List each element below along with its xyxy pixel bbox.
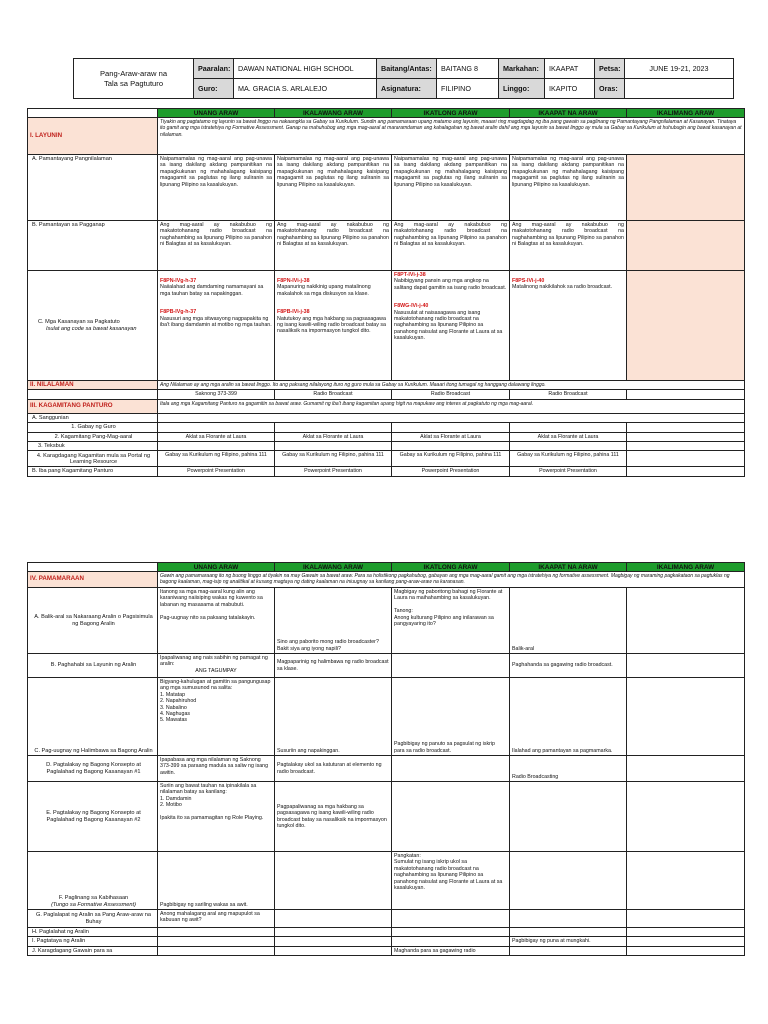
paghahabi-day2: Magpaparinig ng halimbawa ng radio broadcast sa klase. [275,654,392,678]
row-label-konsepto-1: D. Pagtalakay ng Bagong Konsepto at Paglalahad ng Bagong Kasanayan #1 [28,756,158,782]
kasanayan-day2 [275,271,392,381]
gabay-day1 [158,423,275,432]
pag-uugnay-day1: Bigyang-kahulugan at gamitin sa pangungusap ang mga sumusunod na salita: 1. Matatap 2. Napahiruhod 3. Nabalino 4. Naghugas 5. Mawatas [158,678,275,756]
linggo-label: Linggo: [499,79,545,99]
row-label-paglalahat: H. Paglalahat ng Aralin [28,928,158,937]
portal-day2: Gabay sa Kurikulum ng Filipino, pahina 111 [275,451,392,467]
row-label-gabay: 1. Gabay ng Guro [28,423,158,432]
kag-day1: Aklat sa Florante at Laura [158,432,275,441]
pagtataya-day4: Pagbibigay ng puna at mungkahi. [510,937,627,946]
nilalaman-day3: Radio Broadcast [392,390,510,399]
paaralan-value: DAWAN NATIONAL HIGH SCHOOL [234,59,377,79]
gabay-day5 [627,423,745,432]
kabihasaan-day2 [275,852,392,910]
teksbuk-day2 [275,442,392,451]
kagamitan-note: Itala ang mga Kagamitang Panturo na gagamitin sa bawat araw. Gumamit ng iba't ibang kagamitan upang higit na mapukaw ang interes at pagkatuto ng mga mag-aaral. [158,399,745,413]
header-table [73,58,734,99]
portal-day5 [627,451,745,467]
iba-day4: Powerpoint Presentation [510,467,627,476]
petsa-value: JUNE 19-21, 2023 [625,59,734,79]
day-header-2-5: IKALIMANG ARAW [627,563,745,572]
konsepto2-day5 [627,782,745,852]
konsepto1-day2: Pagtalakay ukol sa katuturan at elemento ng radio broadcast. [275,756,392,782]
row-label-teksbuk: 3. Teksbuk [28,442,158,451]
section-kagamitan: III. KAGAMITANG PANTURO [28,399,158,413]
day-header-1: UNANG ARAW [158,109,275,118]
iba-day1: Powerpoint Presentation [158,467,275,476]
pangnilalaman-day1: Naipamamalas ng mag-aaral ang pag-unawa sa isang dakilang akdang pampanitikan na mapagkukunan ng mahahalagang kaisipang magagamit sa paglutas ng ilang suliranin sa lipunang Pilipino sa kasalukuyan. [158,155,275,221]
karagdagan-day5 [627,946,745,955]
paaralan-label: Paaralan: [194,59,234,79]
kabihasaan-label: F. Paglinang sa Kabihasaan [58,895,129,902]
day-header-4: IKAAPAT NA ARAW [510,109,627,118]
konsepto2-day4 [510,782,627,852]
pag-uugnay-day5 [627,678,745,756]
day-header-2-4: IKAAPAT NA ARAW [510,563,627,572]
kabihasaan-sub: (Tungo sa Formative Assessment) [51,901,136,908]
gabay-day2 [275,423,392,432]
page-title: Pang-Araw-araw na Tala sa Pagtuturo [74,59,194,99]
text-day1-a: Naiialahad ang damdaming namamayani sa mga tauhan batay sa napakinggan. [160,284,264,297]
day-header-2: IKALAWANG ARAW [275,109,392,118]
section-nilalaman: II. NILALAMAN [28,381,158,390]
kag-day2: Aklat sa Florante at Laura [275,432,392,441]
sanggunian-blank [158,413,745,422]
pag-uugnay-day2: Susuriin ang napakinggan. [275,678,392,756]
pangnilalaman-day2: Naipamamalas ng mag-aaral ang pag-unawa sa isang dakilang akdang pampanitikan na mapagkukunan ng mahahalagang kaisipang magagamit sa paglutas ng ilang suliranin sa lipunang Pilipino sa kasalukuyan. [275,155,392,221]
paghahabi-day3 [392,654,510,678]
paglalahat-day3 [392,928,510,937]
code-day4-a: F8PS-IVi-j-40 [512,278,545,284]
konsepto1-day5 [627,756,745,782]
balik-aral-day4: Balik-aral [510,588,627,654]
row-label-karagdagan: J. Karagdagang Gawain para sa [28,946,158,955]
day-header-2-1: UNANG ARAW [158,563,275,572]
code-day2-a: F8PN-IVi-j-38 [277,278,310,284]
konsepto1-day1: Ipapabasa ang mga nilalaman ng Saknong 373-399 sa paraang madula sa saliw ng isang awitin. [158,756,275,782]
text-day3-a: Nabibigyang pansin ang mga angkop na salitang dapat gamitin sa isang radio broadcast. [394,278,507,291]
guro-label: Guro: [194,79,234,99]
gabay-day4 [510,423,627,432]
kabihasaan-day1: Pagbibigay ng sariling wakas sa awit. [158,852,275,910]
section-layunin: I. LAYUNIN [28,118,158,155]
nilalaman-day5 [627,390,745,399]
pagganap-day4: Ang mag-aaral ay nakabubuo ng makatotohanang radio broadcast na naghahambing sa lipunang Pilipino sa panahon ni Balagtas at sa kasalukuyan. [510,221,627,271]
section-pamamaraan: IV. PAMAMARAAN [28,572,158,588]
paghahabi-text: Ipapaliwanag ang nais sabihin ng pamagat ng aralin: [160,655,268,668]
code-day1-b: F8PB-IVg-h-37 [160,309,197,316]
pagtataya-day1 [158,937,275,946]
row-label-balik-aral: A. Balik-aral sa Nakaraang Aralin o Pagsisimula ng Bagong Aralin [28,588,158,654]
text-day2-b: Natutukoy ang mga hakbang sa pagsasagawa ng isang kawili-wiling radio broadcast batay sa nasaliksik na impormasyon tungkol dito. [277,315,386,335]
kabihasaan-day4 [510,852,627,910]
asignatura-label: Asignatura: [377,79,437,99]
nilalaman-note: Ang Nilalaman ay ang mga aralin sa bawat linggo. Ito ang paksang nilalayong ituro ng guro mula sa Gabay sa Kurikulum. Maaari itong tumagal ng hanggang dalawang linggo. [158,381,745,390]
kasanayan-day5 [627,271,745,381]
oras-value [625,79,734,99]
teksbuk-day3 [392,442,510,451]
paglalahat-day5 [627,928,745,937]
kasanayan-day3 [392,271,510,381]
paglalahat-day4 [510,928,627,937]
paglalapat-day5 [627,910,745,928]
kabihasaan-day3: Pangkatan: Sumulat ng isang iskrip ukol sa makatotohanang radio broadcast na naghahambing sa lipunang Pilipino sa panahong naisulat ang Florante at Laura at sa kasalukuyan. [392,852,510,910]
row-label-kagamitan-mag: 2. Kagamitang Pang-Mag-aaral [28,432,158,441]
paglalapat-day2 [275,910,392,928]
nilalaman-day1: Saknong 373-399 [158,390,275,399]
paglalahat-day1 [158,928,275,937]
pag-uugnay-day4: Ilalahad ang pamantayan sa pagmamarka. [510,678,627,756]
iba-day5 [627,467,745,476]
pagganap-day2: Ang mag-aaral ay nakabubuo ng makatotohanang radio broadcast na naghahambing sa lipunang Pilipino sa panahon ni Balagtas at sa kasalukuyan. [275,221,392,271]
text-day3-b: Nasusulat at naisasagawa ang isang makatotohanang radio broadcast na naghahambing sa lipunang Pilipino sa panahong naisulat ang Florante at Laura at sa kasalukuyan. [394,309,503,342]
kag-day4: Aklat sa Florante at Laura [510,432,627,441]
objectives-table [27,108,745,477]
kag-day5 [627,432,745,441]
paghahabi-day4: Paghahanda sa gagawing radio broadcast. [510,654,627,678]
row-label-konsepto-2: E. Pagtalakay ng Bagong Konsepto at Paglalahad ng Bagong Kasanayan #2 [28,782,158,852]
pangnilalaman-day5 [627,155,745,221]
nilalaman-day2: Radio Broadcast [275,390,392,399]
pagganap-day5 [627,221,745,271]
row-label-portal: 4. Karagdagang Kagamitan mula sa Portal ng Learning Resource [28,451,158,467]
konsepto1-day4: Radio Broadcasting [510,756,627,782]
kag-day3: Aklat sa Florante at Laura [392,432,510,441]
paglalapat-day4 [510,910,627,928]
karagdagan-day2 [275,946,392,955]
pagtataya-day2 [275,937,392,946]
baitang-label: Baitang/Antas: [377,59,437,79]
row-label-pag-uugnay: C. Pag-uugnay ng Halimbawa sa Bagong Aralin [28,678,158,756]
markahan-value: IKAAPAT [545,59,595,79]
iba-day2: Powerpoint Presentation [275,467,392,476]
row-label-iba: B. Iba pang Kagamitang Panturo [28,467,158,476]
procedure-table [27,562,745,956]
pagganap-day1: Ang mag-aaral ay nakabubuo ng makatotohanang radio broadcast na naghahambing sa lipunang Pilipino sa panahon ni Balagtas at sa kasalukuyan. [158,221,275,271]
konsepto2-day3 [392,782,510,852]
iba-day3: Powerpoint Presentation [392,467,510,476]
pag-uugnay-day3: Pagbibigay ng panuto sa pagsulat ng iskrip para sa radio broadcast. [392,678,510,756]
asignatura-value: FILIPINO [437,79,499,99]
pamamaraan-note: Gawin ang pamamaraang ito ng buong linggo at tiyakin na may Gawain sa bawat araw. Para sa holistikong pagkahubog, gabayan ang mga mag-aaral gamit ang mga istratehiya ng formative assessment. Magbigay ng maraming pagkakataon sa pagtuklas ng bagong kaalaman, mag-isip ng analitikal at kusang magtaya ng dating kaalaman na iniuugnay sa kanilang pang-araw-araw na karanasan. [158,572,745,588]
petsa-label: Petsa: [595,59,625,79]
row-label-kabihasaan [28,852,158,910]
karagdagan-day4 [510,946,627,955]
balik-aral-day5 [627,588,745,654]
konsepto2-day2: Pagpapaliwanag sa mga hakbang sa pagsasagawa ng isang kawili-wiling radio broadcast batay sa nasaliksik na impormasyon tungkol dito. [275,782,392,852]
karagdagan-day1 [158,946,275,955]
pagtataya-day3 [392,937,510,946]
corner-cell [28,109,158,118]
kasanayan-day1 [158,271,275,381]
kasanayan-day4 [510,271,627,381]
paghahabi-day5 [627,654,745,678]
text-day4-a: Matalinong nakikilahok sa radio broadcast. [512,284,613,291]
code-day1-a: F8PN-IVg-h-37 [160,278,197,284]
portal-day1: Gabay sa Kurikulum ng Filipino, pahina 111 [158,451,275,467]
balik-aral-day3: Magbigay ng paboritong bahagi ng Florante at Laura na maihahambing sa kasalukuyan. Tanong: Anong kulturang Pilipino ang inilarawan sa pangyayaring ito? [392,588,510,654]
nilalaman-day4: Radio Broadcast [510,390,627,399]
row-label-pagtataya: I. Pagtataya ng Aralin [28,937,158,946]
day-header-3: IKATLONG ARAW [392,109,510,118]
nilalaman-blank [28,390,158,399]
row-label-pangnilalaman: A. Pamantayang Pangnilalaman [28,155,158,221]
code-day2-b: F8PB-IVi-j-38 [277,309,310,316]
teksbuk-day5 [627,442,745,451]
markahan-label: Markahan: [499,59,545,79]
kabihasaan-day5 [627,852,745,910]
pagganap-day3: Ang mag-aaral ay nakabubuo ng makatotohanang radio broadcast na naghahambing sa lipunang Pilipino sa panahon ni Balagtas at sa kasalukuyan. [392,221,510,271]
pangnilalaman-day3: Naipamamalas ng mag-aaral ang pag-unawa sa isang dakilang akdang pampanitikan na mapagkukunan ng mahahalagang kaisipang magagamit sa paglutas ng ilang suliranin sa lipunang Pilipino sa kasalukuyan. [392,155,510,221]
text-day2-a: Mapanuring nakikinig upang matalinong makalahok sa mga diskusyon sa klase. [277,284,371,297]
paghahabi-day1 [158,654,275,678]
layunin-note: Tiyakin ang pagtatamo ng layunin sa bawat linggo na nakaangkla sa Gabay sa Kurikulum. Sundin ang pamamaraan upang matamo ang layunin, maaari ring magdagdag ng iba pang gawain sa paglinang ng Pamantayang Pangnilalaman at Kasanayan. Tinataya ito gamit ang mga istratehiya ng Formative Assessment. Ganap na mahuhubog ang mga mag-aaral at mararamdaman ang kahalagahan ng bawat aralin dahil ang mga layunin sa bawat linggo ay mula sa Gabay sa Kurikulum at huhubugin ang bawat kasanayan at nilalaman. [158,118,745,155]
portal-day3: Gabay sa Kurikulum ng Filipino, pahina 111 [392,451,510,467]
portal-day4: Gabay sa Kurikulum ng Filipino, pahina 111 [510,451,627,467]
konsepto1-day3 [392,756,510,782]
corner-cell-2 [28,563,158,572]
balik-aral-day2: Sino ang paborito mong radio broadcaster? Bakit siya ang iyong napili? [275,588,392,654]
oras-label: Oras: [595,79,625,99]
balik-aral-day1: Itanong sa mga mag-aaral kung alin ang karaniwang naiisiping wakas ng kuwento sa labanan ng masasama at mabubuti. Pag-uugnay nito sa paksang tatalakayin. [158,588,275,654]
row-label-pagganap: B. Pamantayan sa Pagganap [28,221,158,271]
day-header-2-2: IKALAWANG ARAW [275,563,392,572]
konsepto2-day1: Suriin ang bawat tauhan na ipinakilala sa nilalaman batay sa kanilang: 1. Damdamin 2. Motibo Ipakita ito sa pamamagitan ng Role Playing. [158,782,275,852]
guro-value: MA. GRACIA S. ARLALEJO [234,79,377,99]
baitang-value: BAITANG 8 [437,59,499,79]
row-label-sanggunian: A. Sanggunian [28,413,158,422]
row-label-paglalapat: G. Paglalapat ng Aralin sa Pang Araw-araw na Buhay [28,910,158,928]
code-day3-a: F8PT-IVi-j-38 [394,272,426,278]
gabay-day3 [392,423,510,432]
linggo-value: IKAPITO [545,79,595,99]
karagdagan-day3: Maghanda para sa gagawing radio [392,946,510,955]
teksbuk-day1 [158,442,275,451]
pagtataya-day5 [627,937,745,946]
teksbuk-day4 [510,442,627,451]
kasanayan-label: C. Mga Kasanayan sa Pagkatuto [38,319,120,326]
text-day1-b: Nasusuri ang mga sitwasyong nagpapakita ng iba't ibang damdamin at motibo ng mga tauhan. [160,315,272,329]
kasanayan-sub: Isulat ang code sa bawat kasanayan [46,325,137,332]
paglalapat-day1: Anong mahalagang aral ang mapupulot sa kabuuan ng awit? [158,910,275,928]
row-label-kasanayan [28,271,158,381]
paglalapat-day3 [392,910,510,928]
day-header-2-3: IKATLONG ARAW [392,563,510,572]
paghahabi-title: ANG TAGUMPAY [195,667,237,674]
code-day3-b: F8WG-IVi-j-40 [394,303,429,310]
day-header-5: IKALIMANG ARAW [627,109,745,118]
pangnilalaman-day4: Naipamamalas ng mag-aaral ang pag-unawa sa isang dakilang akdang pampanitikan na mapagkukunan ng mahahalagang kaisipang magagamit sa paglutas ng ilang suliranin sa lipunang Pilipino sa kasalukuyan. [510,155,627,221]
row-label-paghahabi: B. Paghahabi sa Layunin ng Aralin [28,654,158,678]
paglalahat-day2 [275,928,392,937]
